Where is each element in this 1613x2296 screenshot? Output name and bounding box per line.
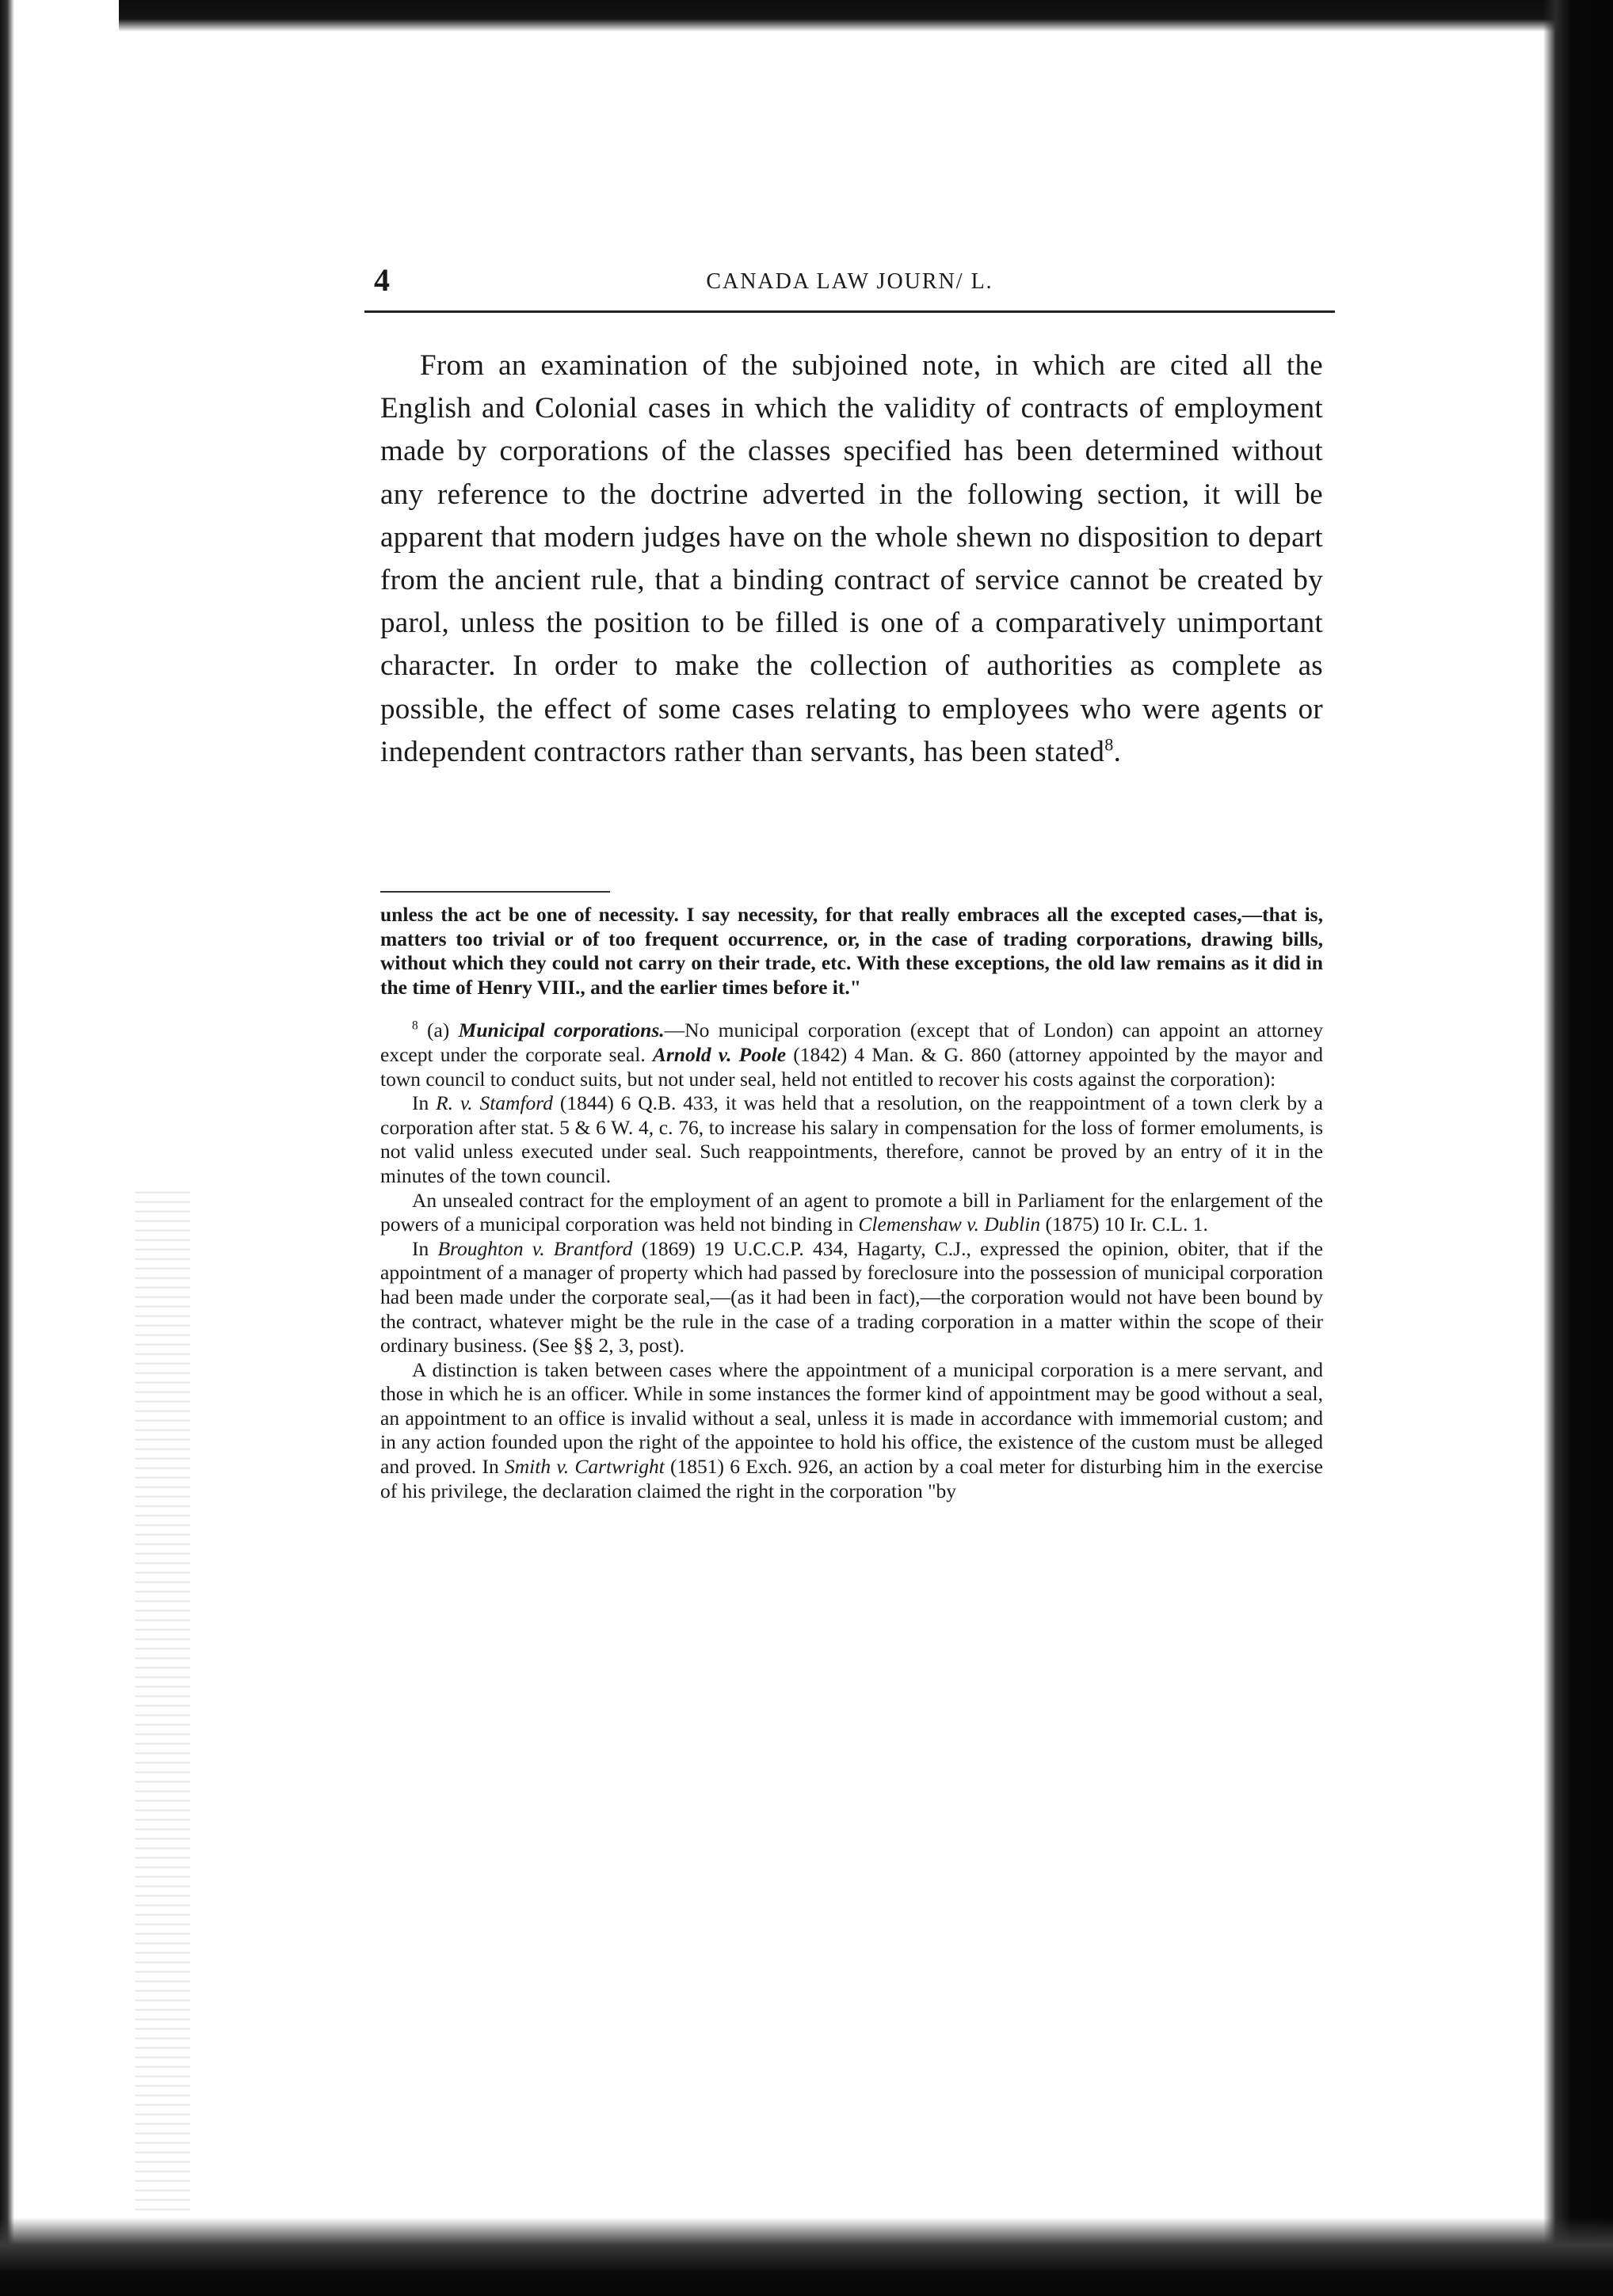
stamford-pre: In bbox=[412, 1091, 437, 1115]
scan-border-left bbox=[0, 0, 14, 2296]
running-title: CANADA LAW JOURN/ L. bbox=[706, 269, 993, 294]
page-header bbox=[364, 261, 1335, 309]
footnote-a bbox=[380, 1019, 1323, 1091]
case-stamford: R. v. Stamford bbox=[436, 1091, 554, 1115]
journal-page bbox=[364, 261, 1335, 1502]
note-a-label: (a) bbox=[427, 1019, 450, 1042]
footnotes bbox=[380, 903, 1323, 1503]
case-arnold: Arnold v. Poole bbox=[652, 1042, 787, 1066]
smith-text: (1851) 6 Exch. 926, an action by a coal meter for disturbing him in the exercise of his privilege, the declaration claimed the right in the corporation "by bbox=[380, 1455, 1323, 1502]
header-rule bbox=[364, 310, 1335, 313]
footnote-broughton bbox=[380, 1237, 1323, 1358]
footnote-marker: 8 bbox=[412, 1019, 418, 1033]
footnote-rule bbox=[380, 891, 610, 893]
clemenshaw-pre: An unsealed contract for the employment of an agent to promote a bill in Parliament for the enlargement of the powers of a municipal corporation was held not binding in bbox=[380, 1188, 1323, 1236]
note-a-heading: Municipal corporations. bbox=[458, 1019, 665, 1042]
arnold-text: (1842) 4 Man. & G. 860 (attorney appointed by the mayor and town council to conduct suits, but not under seal, held not entitled to recover his costs against the corporation): bbox=[380, 1042, 1324, 1091]
scan-border-bottom bbox=[0, 2218, 1613, 2296]
footnote-stamford bbox=[380, 1091, 1323, 1188]
footnote-reference: 8 bbox=[1104, 734, 1114, 755]
scan-gutter-noise bbox=[135, 1188, 190, 2218]
main-paragraph: From an examination of the subjoined note, in which are cited all the English and Colonial cases in which the validity of contracts of employment made by corporations of the classes specified has been determined without any reference to the doctrine adverted in the following section, it will be apparent that modern judges have on the whole shewn no disposition to depart from the ancient rule, that a binding contract of service cannot be created by parol, unless the position to be filled is one of a comparatively unimportant character. In order to make the collection of authorities as complete as possible, the effect of some cases relating to employees who were agents or independent contractors rather than servants, has been stated$^8$. bbox=[380, 349, 1323, 768]
footnote-clemenshaw bbox=[380, 1189, 1323, 1237]
clemenshaw-text: (1875) 10 Ir. C.L. 1. bbox=[1040, 1213, 1208, 1236]
case-clemenshaw: Clemenshaw v. Dublin bbox=[858, 1213, 1041, 1236]
distinction-pre: A distinction is taken between cases where the appointment of a municipal corporation is a mere servant, and those in which he is an officer. While in some instances the former kind of appointment may be good without a seal, an appointment to an office is invalid without a seal, unless it is made in accordance with immemorial custom; and in any action founded upon the right of the appointee to hold his office, the existence of the custom must be alleged and proved. In bbox=[380, 1357, 1323, 1479]
footnote-continued bbox=[380, 903, 1323, 1000]
scan-border-right bbox=[1543, 0, 1613, 2296]
footnote-continued-text: unless the act be one of necessity. I say necessity, for that really embraces all the excepted cases,—that is, matters too trivial or of too frequent occurrence, or, in the case of trading corporations, drawing bills, without which they could not carry on their trade, etc. With these exceptions, the old law remains as it did in the time of Henry VIII., and the earlier times before it." bbox=[380, 903, 1323, 999]
stamford-text: (1844) 6 Q.B. 433, it was held that a resolution, on the reappointment of a town clerk by a corporation after stat. 5 & 6 W. 4, c. 76, to increase his salary in compensation for the loss of former emoluments, is not valid unless executed under seal. Such reappointments, therefore, cannot be proved by an entry of it in the minutes of the town council. bbox=[380, 1091, 1323, 1187]
case-smith: Smith v. Cartwright bbox=[505, 1455, 665, 1479]
main-paragraph-text: From an examination of the subjoined note, in which are cited all the English and Colonial cases in which the validity of contracts of employment made by corporations of the classes specified has been determined without any reference to the doctrine adverted in the following section, it will be apparent that modern judges have on the whole shewn no disposition to depart from the ancient rule, that a binding contract of service cannot be created by parol, unless the position to be filled is one of a comparatively unimportant character. In order to make the collection of authorities as complete as possible, the effect of some cases relating to employees who were agents or independent contractors rather than servants, has been stated bbox=[380, 349, 1323, 768]
note-a-text: —No municipal corporation (except that of London) can appoint an attorney except under the corporate seal. bbox=[380, 1019, 1324, 1066]
scan-border-top bbox=[119, 0, 1613, 32]
broughton-text: (1869) 19 U.C.C.P. 434, Hagarty, C.J., expressed the opinion, obiter, that if the appointment of a manager of property which had passed by foreclosure into the possession of municipal corporation had been made under the corporate seal,—(as it had been in fact),—the corporation would not have been bound by the contract, whatever might be the rule in the case of a trading corporation in a matter within the scope of their ordinary business. (See §§ 2, 3, post). bbox=[380, 1236, 1323, 1357]
broughton-pre: In bbox=[412, 1236, 438, 1260]
page-number: 4 bbox=[374, 262, 390, 298]
footnote-distinction bbox=[380, 1358, 1323, 1504]
case-broughton: Broughton v. Brantford bbox=[437, 1236, 633, 1260]
